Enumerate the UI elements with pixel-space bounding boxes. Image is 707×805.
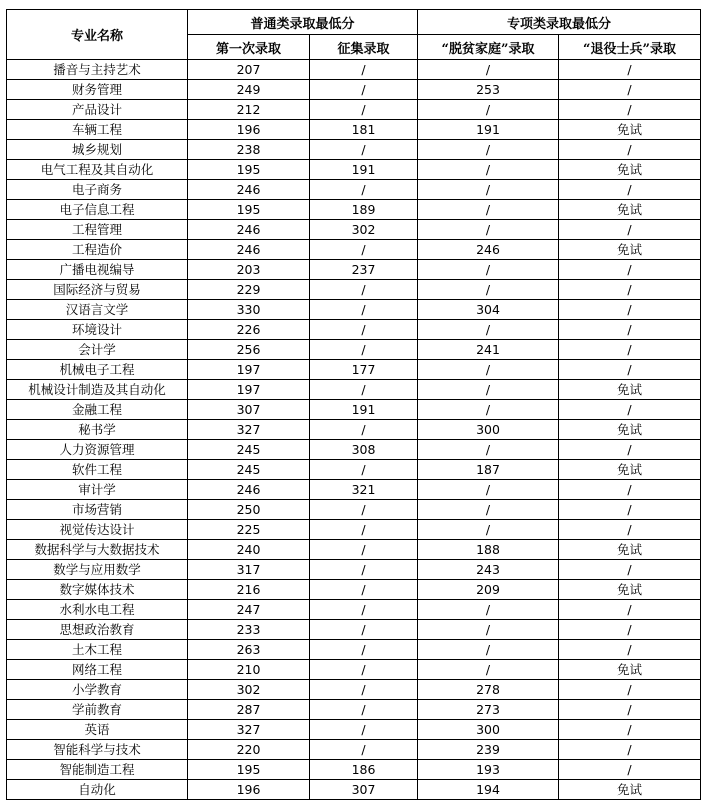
header-general-group: 普通类录取最低分 [188,10,418,35]
cell-veteran: / [559,280,701,300]
cell-veteran: / [559,440,701,460]
table-row [7,660,701,680]
table-row [7,340,701,360]
cell-supplementary: / [310,280,418,300]
cell-supplementary: / [310,380,418,400]
cell-poverty: / [418,100,559,120]
cell-first-round: 210 [188,660,310,680]
cell-major: 市场营销 [7,500,188,520]
cell-major: 城乡规划 [7,140,188,160]
cell-poverty: / [418,480,559,500]
cell-supplementary: / [310,300,418,320]
cell-veteran: 免试 [559,420,701,440]
cell-major: 播音与主持艺术 [7,60,188,80]
cell-poverty: / [418,160,559,180]
cell-first-round: 197 [188,380,310,400]
table-row [7,500,701,520]
table-row [7,540,701,560]
cell-major: 电子信息工程 [7,200,188,220]
cell-veteran: / [559,500,701,520]
table-row [7,520,701,540]
cell-poverty: 253 [418,80,559,100]
cell-poverty: / [418,180,559,200]
cell-veteran: / [559,300,701,320]
table-row [7,240,701,260]
cell-supplementary: 191 [310,400,418,420]
cell-supplementary: / [310,560,418,580]
cell-supplementary: / [310,100,418,120]
cell-supplementary: 181 [310,120,418,140]
cell-poverty: 304 [418,300,559,320]
cell-supplementary: 308 [310,440,418,460]
table-row [7,300,701,320]
cell-first-round: 256 [188,340,310,360]
cell-veteran: / [559,680,701,700]
cell-supplementary: / [310,340,418,360]
table-row [7,400,701,420]
cell-first-round: 307 [188,400,310,420]
cell-first-round: 207 [188,60,310,80]
cell-poverty: / [418,520,559,540]
table-row [7,380,701,400]
cell-major: 国际经济与贸易 [7,280,188,300]
cell-major: 学前教育 [7,700,188,720]
cell-first-round: 246 [188,220,310,240]
table-row [7,640,701,660]
cell-veteran: 免试 [559,580,701,600]
cell-veteran: / [559,220,701,240]
table-row [7,120,701,140]
cell-first-round: 327 [188,420,310,440]
cell-poverty: / [418,60,559,80]
cell-supplementary: / [310,140,418,160]
cell-supplementary: / [310,420,418,440]
cell-supplementary: / [310,640,418,660]
cell-poverty: / [418,440,559,460]
table-row [7,760,701,780]
cell-supplementary: / [310,620,418,640]
cell-poverty: 187 [418,460,559,480]
cell-major: 环境设计 [7,320,188,340]
cell-first-round: 250 [188,500,310,520]
cell-supplementary: 191 [310,160,418,180]
cell-veteran: 免试 [559,240,701,260]
cell-poverty: / [418,500,559,520]
cell-poverty: / [418,140,559,160]
cell-first-round: 225 [188,520,310,540]
cell-veteran: / [559,180,701,200]
cell-poverty: 194 [418,780,559,800]
cell-major: 自动化 [7,780,188,800]
cell-veteran: 免试 [559,160,701,180]
cell-major: 智能科学与技术 [7,740,188,760]
cell-major: 机械设计制造及其自动化 [7,380,188,400]
cell-major: 工程管理 [7,220,188,240]
cell-first-round: 197 [188,360,310,380]
cell-first-round: 327 [188,720,310,740]
cell-first-round: 246 [188,180,310,200]
cell-major: 汉语言文学 [7,300,188,320]
cell-first-round: 287 [188,700,310,720]
cell-first-round: 220 [188,740,310,760]
cell-poverty: 300 [418,420,559,440]
table-body [7,60,701,800]
cell-poverty: / [418,260,559,280]
cell-veteran: / [559,80,701,100]
cell-supplementary: / [310,660,418,680]
cell-veteran: / [559,100,701,120]
table-row [7,580,701,600]
table-row [7,680,701,700]
table-row [7,160,701,180]
cell-veteran: / [559,360,701,380]
cell-poverty: 300 [418,720,559,740]
cell-major: 电气工程及其自动化 [7,160,188,180]
cell-supplementary: / [310,80,418,100]
cell-first-round: 195 [188,200,310,220]
cell-major: 车辆工程 [7,120,188,140]
header-supplementary: 征集录取 [310,35,418,60]
table-row [7,180,701,200]
cell-major: 秘书学 [7,420,188,440]
cell-poverty: 243 [418,560,559,580]
cell-veteran: 免试 [559,540,701,560]
cell-first-round: 195 [188,760,310,780]
cell-supplementary: / [310,700,418,720]
cell-first-round: 245 [188,460,310,480]
cell-supplementary: / [310,520,418,540]
cell-first-round: 229 [188,280,310,300]
cell-poverty: / [418,320,559,340]
cell-first-round: 196 [188,780,310,800]
cell-first-round: 302 [188,680,310,700]
cell-poverty: / [418,400,559,420]
cell-major: 土木工程 [7,640,188,660]
admission-score-table [6,9,701,800]
cell-major: 人力资源管理 [7,440,188,460]
cell-major: 财务管理 [7,80,188,100]
cell-supplementary: 189 [310,200,418,220]
cell-poverty: 209 [418,580,559,600]
cell-supplementary: 321 [310,480,418,500]
cell-first-round: 238 [188,140,310,160]
cell-supplementary: / [310,60,418,80]
table-row [7,260,701,280]
cell-veteran: 免试 [559,780,701,800]
cell-veteran: / [559,760,701,780]
table-row [7,360,701,380]
cell-major: 产品设计 [7,100,188,120]
header-first-round: 第一次录取 [188,35,310,60]
cell-supplementary: 307 [310,780,418,800]
header-poverty: “脱贫家庭”录取 [418,35,559,60]
cell-poverty: / [418,360,559,380]
cell-first-round: 212 [188,100,310,120]
cell-major: 工程造价 [7,240,188,260]
cell-first-round: 263 [188,640,310,660]
cell-major: 水利水电工程 [7,600,188,620]
cell-first-round: 203 [188,260,310,280]
cell-poverty: / [418,600,559,620]
cell-veteran: 免试 [559,660,701,680]
cell-supplementary: / [310,600,418,620]
cell-first-round: 195 [188,160,310,180]
cell-veteran: / [559,720,701,740]
cell-supplementary: / [310,180,418,200]
cell-first-round: 216 [188,580,310,600]
cell-first-round: 317 [188,560,310,580]
table-row [7,700,701,720]
table-header [7,10,701,60]
cell-supplementary: / [310,580,418,600]
cell-poverty: 188 [418,540,559,560]
cell-veteran: 免试 [559,200,701,220]
cell-major: 思想政治教育 [7,620,188,640]
cell-major: 小学教育 [7,680,188,700]
cell-first-round: 240 [188,540,310,560]
cell-major: 视觉传达设计 [7,520,188,540]
cell-veteran: / [559,560,701,580]
table-row [7,80,701,100]
cell-veteran: / [559,520,701,540]
table-row [7,720,701,740]
cell-supplementary: 302 [310,220,418,240]
cell-major: 机械电子工程 [7,360,188,380]
header-special-group: 专项类录取最低分 [418,10,701,35]
cell-first-round: 196 [188,120,310,140]
table-row [7,200,701,220]
cell-major: 会计学 [7,340,188,360]
cell-poverty: 193 [418,760,559,780]
cell-first-round: 245 [188,440,310,460]
cell-supplementary: / [310,240,418,260]
cell-veteran: / [559,320,701,340]
cell-veteran: / [559,480,701,500]
table-row [7,460,701,480]
cell-major: 英语 [7,720,188,740]
table-row [7,280,701,300]
cell-major: 审计学 [7,480,188,500]
cell-veteran: / [559,700,701,720]
table-row [7,620,701,640]
cell-major: 电子商务 [7,180,188,200]
cell-poverty: 273 [418,700,559,720]
cell-poverty: 239 [418,740,559,760]
cell-major: 数学与应用数学 [7,560,188,580]
cell-supplementary: / [310,740,418,760]
cell-veteran: / [559,400,701,420]
cell-poverty: / [418,220,559,240]
header-major: 专业名称 [7,10,188,60]
cell-poverty: 246 [418,240,559,260]
cell-poverty: / [418,200,559,220]
cell-first-round: 246 [188,240,310,260]
cell-poverty: / [418,660,559,680]
cell-supplementary: 186 [310,760,418,780]
cell-major: 软件工程 [7,460,188,480]
cell-supplementary: / [310,460,418,480]
cell-major: 数据科学与大数据技术 [7,540,188,560]
cell-veteran: / [559,260,701,280]
table-row [7,560,701,580]
cell-poverty: / [418,280,559,300]
cell-first-round: 249 [188,80,310,100]
table-row [7,780,701,800]
cell-supplementary: 237 [310,260,418,280]
cell-supplementary: / [310,500,418,520]
cell-veteran: 免试 [559,120,701,140]
cell-poverty: / [418,380,559,400]
cell-major: 智能制造工程 [7,760,188,780]
table-row [7,480,701,500]
cell-supplementary: / [310,680,418,700]
cell-major: 数字媒体技术 [7,580,188,600]
table-row [7,140,701,160]
cell-poverty: 191 [418,120,559,140]
cell-first-round: 246 [188,480,310,500]
cell-supplementary: 177 [310,360,418,380]
cell-veteran: / [559,340,701,360]
table-row [7,420,701,440]
cell-first-round: 226 [188,320,310,340]
cell-supplementary: / [310,320,418,340]
cell-supplementary: / [310,540,418,560]
table-row [7,60,701,80]
cell-first-round: 330 [188,300,310,320]
cell-poverty: 278 [418,680,559,700]
cell-veteran: / [559,620,701,640]
cell-veteran: / [559,600,701,620]
cell-veteran: 免试 [559,380,701,400]
cell-veteran: / [559,740,701,760]
table-row [7,600,701,620]
cell-veteran: / [559,60,701,80]
header-row-top [7,10,701,35]
table-row [7,740,701,760]
table-row [7,440,701,460]
cell-major: 网络工程 [7,660,188,680]
cell-poverty: 241 [418,340,559,360]
cell-veteran: / [559,640,701,660]
cell-veteran: 免试 [559,460,701,480]
cell-major: 广播电视编导 [7,260,188,280]
cell-poverty: / [418,620,559,640]
header-veteran: “退役士兵”录取 [559,35,701,60]
cell-veteran: / [559,140,701,160]
cell-poverty: / [418,640,559,660]
cell-first-round: 233 [188,620,310,640]
table-row [7,220,701,240]
table-row [7,320,701,340]
cell-major: 金融工程 [7,400,188,420]
cell-first-round: 247 [188,600,310,620]
table-row [7,100,701,120]
cell-supplementary: / [310,720,418,740]
